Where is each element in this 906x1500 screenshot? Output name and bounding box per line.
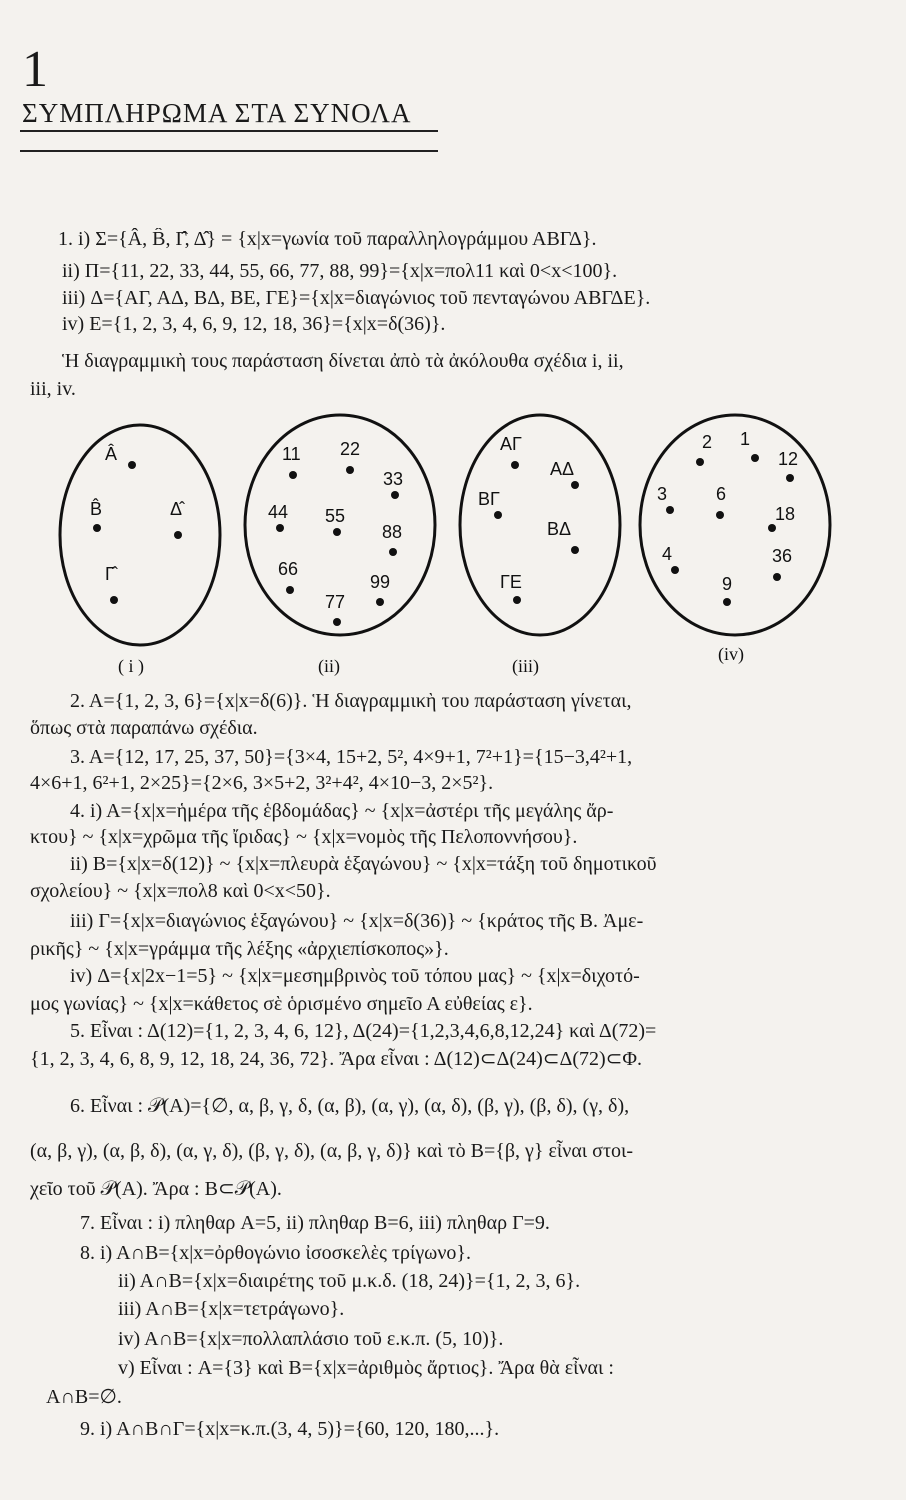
diagram-element: ΓΕ	[500, 572, 522, 592]
text-line: μος γωνίας} ~ {x|x=κάθετος σὲ ὁρισμένο σημεῖο Α εὐθείας ε}.	[30, 993, 533, 1015]
text-line: ὅπως στὰ παραπάνω σχέδια.	[30, 717, 258, 739]
diagram-caption: (ii)	[318, 656, 340, 676]
title-double-rule	[20, 150, 438, 152]
text-line: v) Εἶναι : A={3} καὶ B={x|x=ἀριθμὸς ἄρτιος}. Ἄρα θὰ εἶναι :	[118, 1357, 614, 1379]
diagram-element: 1	[740, 429, 751, 449]
diagram-element: Γ̂	[105, 564, 115, 584]
text-line: Ἡ διαγραμμικὴ τους παράσταση δίνεται ἀπὸ τὰ ἀκόλουθα σχέδια i, ii,	[62, 350, 624, 372]
diagram-element: 55	[325, 506, 346, 526]
diagram-element: 2	[702, 432, 713, 452]
diagram-element: ΒΓ	[478, 489, 500, 509]
diagram-element: 9	[722, 574, 733, 594]
text-line: iii) Γ={x|x=διαγώνιος ἑξαγώνου} ~ {x|x=δ(36)} ~ {κράτος τῆς Β. Ἀμε-	[70, 910, 644, 932]
text-line: 2. A={1, 2, 3, 6}={x|x=δ(6)}. Ἡ διαγραμμικὴ του παράσταση γίνεται,	[70, 690, 632, 712]
diagram-ii	[245, 415, 435, 677]
text-line: {1, 2, 3, 4, 6, 8, 9, 12, 18, 24, 36, 72}. Ἄρα εἶναι : Δ(12)⊂Δ(24)⊂Δ(72)⊂Φ.	[30, 1048, 643, 1070]
diagram-element: 18	[775, 504, 796, 524]
text-line: iii) Δ={ΑΓ, ΑΔ, ΒΔ, ΒΕ, ΓΕ}={x|x=διαγώνιος τοῦ πενταγώνου ΑΒΓΔΕ}.	[62, 287, 651, 309]
text-line: χεῖο τοῦ 𝒫(A). Ἄρα : B⊂𝒫(A).	[30, 1178, 282, 1200]
diagram-caption: (iii)	[512, 656, 539, 676]
diagrams-svg	[50, 410, 850, 680]
diagram-element: 12	[778, 449, 799, 469]
diagram-iv	[640, 415, 830, 665]
text-line: ii) B={x|x=δ(12)} ~ {x|x=πλευρὰ ἑξαγώνου} ~ {x|x=τάξη τοῦ δημοτικοῦ	[70, 853, 657, 875]
diagram-element: 88	[382, 522, 403, 542]
text-line: iii, iv.	[30, 378, 76, 400]
text-line: (α, β, γ), (α, β, δ), (α, γ, δ), (β, γ, δ), (α, β, γ, δ)} καὶ τὸ B={β, γ} εἶναι στοι-	[30, 1140, 634, 1162]
diagram-element: B̂	[90, 499, 103, 519]
diagram-element: ΑΔ	[550, 459, 575, 479]
venn-diagrams	[50, 410, 850, 680]
text-line: 3. A={12, 17, 25, 37, 50}={3×4, 15+2, 5², 4×9+1, 7²+1}={15−3,4²+1,	[70, 746, 633, 768]
text-line: 5. Εἶναι : Δ(12)={1, 2, 3, 4, 6, 12}, Δ(24)={1,2,3,4,6,8,12,24} καὶ Δ(72)=	[70, 1020, 657, 1042]
text-line: iii) A∩B={x|x=τετράγωνο}.	[118, 1298, 345, 1320]
diagram-element: ΑΓ	[500, 434, 522, 454]
text-line: iv) Ε={1, 2, 3, 4, 6, 9, 12, 18, 36}={x|x=δ(36)}.	[62, 313, 446, 335]
diagram-element: 77	[325, 592, 346, 612]
diagram-element: 99	[370, 572, 391, 592]
text-line: iv) A∩B={x|x=πολλαπλάσιο τοῦ ε.κ.π. (5, 10)}.	[118, 1328, 504, 1350]
diagram-iii	[460, 415, 620, 677]
text-line: iv) Δ={x|2x−1=5} ~ {x|x=μεσημβρινὸς τοῦ τόπου μας} ~ {x|x=διχοτό-	[70, 965, 640, 987]
chapter-number: 1	[22, 41, 48, 98]
text-line: 4×6+1, 6²+1, 2×25}={2×6, 3×5+2, 3²+4², 4×10−3, 2×5²}.	[30, 772, 494, 794]
text-line: 4. i) A={x|x=ἡμέρα τῆς ἑβδομάδας} ~ {x|x=ἀστέρι τῆς μεγάλης ἄρ-	[70, 800, 614, 822]
text-line: 9. i) A∩B∩Γ={x|x=κ.π.(3, 4, 5)}={60, 120, 180,...}.	[80, 1418, 500, 1440]
diagram-element: 66	[278, 559, 299, 579]
text-line: 7. Εἶναι : i) πληθαρ A=5, ii) πληθαρ B=6, iii) πληθαρ Γ=9.	[80, 1212, 550, 1234]
text-line: 6. Εἶναι : 𝒫(A)={∅, α, β, γ, δ, (α, β), (α, γ), (α, δ), (β, γ), (β, δ), (γ, δ),	[70, 1095, 630, 1117]
diagram-element: 22	[340, 439, 361, 459]
diagram-caption: (iv)	[718, 644, 744, 664]
diagram-element: Δ̂	[170, 499, 183, 519]
text-line: 8. i) A∩B={x|x=ὀρθογώνιο ἰσοσκελὲς τρίγωνο}.	[80, 1242, 471, 1264]
text-line: ρικῆς} ~ {x|x=γράμμα τῆς λέξης «ἀρχιεπίσκοπος»}.	[30, 938, 449, 960]
diagram-i	[60, 425, 220, 677]
text-line: ii) Π={11, 22, 33, 44, 55, 66, 77, 88, 99}={x|x=πολ11 καὶ 0<x<100}.	[62, 260, 618, 282]
diagram-element: 44	[268, 502, 289, 522]
diagram-element: 6	[716, 484, 727, 504]
diagram-element: 11	[282, 444, 301, 464]
diagram-element: 3	[657, 484, 668, 504]
diagram-element: ΒΔ	[547, 519, 572, 539]
diagram-element: 33	[383, 469, 404, 489]
diagram-caption: ( i )	[118, 656, 144, 676]
title-underline	[20, 130, 438, 132]
text-line: A∩B=∅.	[46, 1386, 122, 1408]
text-line: ii) A∩B={x|x=διαιρέτης τοῦ μ.κ.δ. (18, 24)}={1, 2, 3, 6}.	[118, 1270, 581, 1292]
text-line: σχολείου} ~ {x|x=πολ8 καὶ 0<x<50}.	[30, 880, 331, 902]
text-line: κτου} ~ {x|x=χρῶμα τῆς ἴριδας} ~ {x|x=νομὸς τῆς Πελοποννήσου}.	[30, 826, 578, 848]
text-line: 1. i) Σ={Â, B̂, Γ̂, Δ̂} = {x|x=γωνία τοῦ παραλληλογράμμου ΑΒΓΔ}.	[58, 228, 597, 250]
diagram-element: Â	[105, 444, 118, 464]
diagram-element: 36	[772, 546, 793, 566]
chapter-title: ΣΥΜΠΛΗΡΩΜΑ ΣΤΑ ΣΥΝΟΛΑ	[22, 98, 412, 128]
diagram-element: 4	[662, 544, 673, 564]
